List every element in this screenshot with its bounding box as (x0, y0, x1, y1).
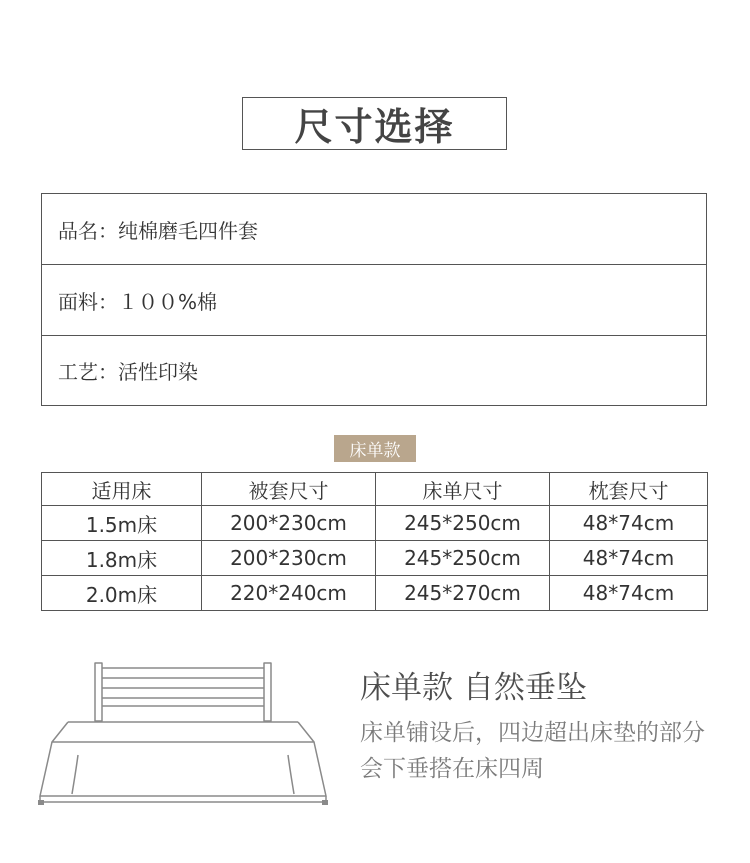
table-row (42, 506, 708, 541)
style-badge: 床单款 (334, 435, 416, 462)
table-row (42, 541, 708, 576)
header-duvet: 被套尺寸 (202, 473, 376, 506)
cell-pillowcase: 48*74cm (550, 506, 708, 541)
info-label: 面料： (58, 289, 118, 314)
header-sheet: 床单尺寸 (376, 473, 550, 506)
size-table (41, 472, 708, 611)
table-header-row (42, 473, 708, 506)
info-value: 活性印染 (118, 360, 198, 384)
bed-sheet-icon (38, 660, 328, 805)
feature-slogan: 床单款 自然垂坠 (360, 670, 587, 706)
header-pillowcase: 枕套尺寸 (550, 473, 708, 506)
product-info-table (41, 193, 707, 406)
info-value: １００%棉 (118, 289, 218, 314)
cell-duvet: 200*230cm (202, 541, 376, 576)
info-row-fabric (42, 265, 706, 336)
cell-bed: 1.8m床 (42, 541, 202, 576)
cell-sheet: 245*250cm (376, 541, 550, 576)
header-bed: 适用床 (42, 473, 202, 506)
cell-pillowcase: 48*74cm (550, 541, 708, 576)
cell-sheet: 245*250cm (376, 506, 550, 541)
cell-pillowcase: 48*74cm (550, 576, 708, 611)
cell-duvet: 220*240cm (202, 576, 376, 611)
page-title: 尺寸选择 (242, 97, 507, 150)
cell-duvet: 200*230cm (202, 506, 376, 541)
info-row-craft (42, 336, 706, 405)
info-row-name (42, 194, 706, 265)
info-label: 工艺： (58, 360, 118, 384)
cell-bed: 2.0m床 (42, 576, 202, 611)
feature-description: 床单铺设后，四边超出床垫的部分会下垂搭在床四周 (360, 720, 705, 782)
cell-sheet: 245*270cm (376, 576, 550, 611)
info-value: 纯棉磨毛四件套 (118, 218, 258, 243)
cell-bed: 1.5m床 (42, 506, 202, 541)
info-label: 品名： (58, 218, 118, 243)
table-row (42, 576, 708, 611)
